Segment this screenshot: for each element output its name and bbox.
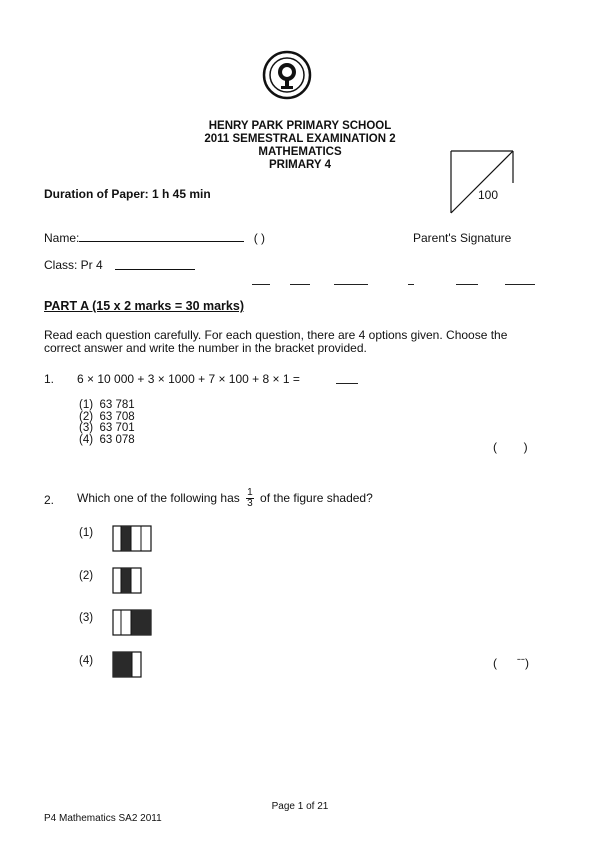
duration-label: Duration of Paper: 1 h 45 min [44, 187, 211, 201]
q2-option-label[interactable]: (3) [79, 612, 94, 624]
fraction-denominator: 3 [247, 498, 253, 510]
page-number: Page 1 of 21 [271, 801, 329, 812]
class-label: Class: Pr 4 [44, 258, 103, 272]
scan-mark [334, 284, 368, 285]
q1-number: 1. [44, 372, 55, 386]
parent-signature-label: Parent's Signature [413, 231, 512, 245]
register-number-bracket[interactable]: ( ) [253, 231, 266, 245]
q2-option-label[interactable]: (4) [79, 655, 94, 667]
q2-figure-4 [112, 651, 144, 684]
q1-option[interactable]: (2) 63 708 [79, 410, 135, 423]
score-box [448, 150, 514, 214]
q2-figure-1 [112, 525, 154, 558]
class-underline [115, 269, 195, 270]
q2-figure-2 [112, 567, 144, 600]
q2-answer-bracket[interactable]: ( ˉˉ) [493, 656, 529, 670]
part-a-title: PART A (15 x 2 marks = 30 marks) [44, 299, 244, 313]
q2-text [77, 483, 373, 513]
q2-option-label[interactable]: (2) [79, 570, 94, 582]
name-row [44, 231, 265, 245]
q1-answer-line [336, 383, 358, 384]
name-field[interactable] [79, 231, 244, 242]
scan-mark [408, 284, 414, 285]
q2-fraction [246, 488, 254, 509]
q1-option[interactable]: (1) 63 781 [79, 399, 135, 411]
school-name: HENRY PARK PRIMARY SCHOOL [208, 120, 392, 132]
scan-mark [290, 284, 310, 285]
q2-text-before: Which one of the following has [77, 491, 240, 505]
q1-option[interactable]: (4) 63 078 [79, 433, 135, 446]
q2-number: 2. [44, 493, 55, 507]
level-title: PRIMARY 4 [269, 159, 331, 171]
score-total: 100 [478, 188, 499, 202]
name-label: Name: [44, 231, 80, 245]
instructions-text: Read each question carefully. For each question, there are 4 options given. Choose the correct answer and write the number in the bracket provided. [44, 328, 508, 355]
document-footer: P4 Mathematics SA2 2011 [44, 813, 162, 824]
q2-option-label[interactable]: (1) [79, 527, 94, 539]
class-row [44, 258, 109, 272]
school-crest-logo [262, 50, 312, 100]
q1-option[interactable]: (3) 63 701 [79, 422, 135, 434]
scan-mark [252, 284, 270, 285]
fraction-numerator: 1 [247, 487, 253, 499]
q2-text-after: of the figure shaded? [260, 491, 373, 505]
scan-mark [505, 284, 535, 285]
scan-mark [456, 284, 478, 285]
q1-text: 6 × 10 000 + 3 × 1000 + 7 × 100 + 8 × 1 = [77, 372, 300, 386]
q2-figure-3 [112, 609, 154, 642]
exam-title: 2011 SEMESTRAL EXAMINATION 2 [204, 133, 396, 145]
subject-title: MATHEMATICS [258, 146, 342, 158]
q1-answer-bracket[interactable]: ( ) [493, 440, 528, 454]
q1-option-list [79, 400, 135, 446]
